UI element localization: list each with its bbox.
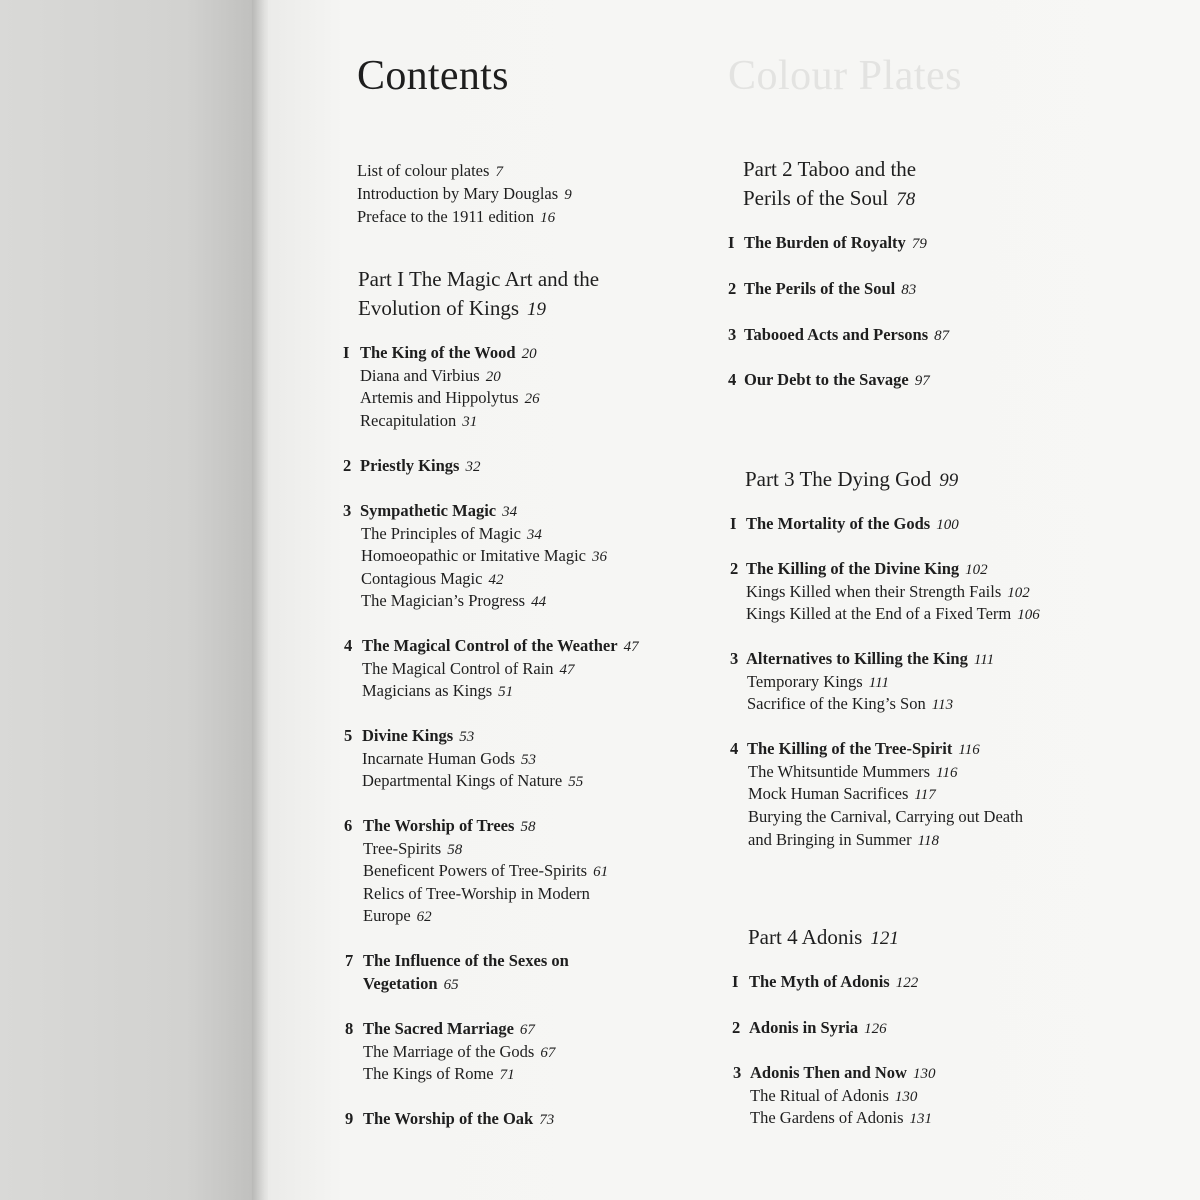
chapter-entry	[730, 738, 980, 761]
chapter-number: 9	[345, 1109, 354, 1128]
page-number: 47	[623, 639, 639, 655]
page-number: 42	[488, 572, 504, 588]
section-entry	[362, 680, 513, 703]
section-title: The Ritual of Adonis	[750, 1086, 889, 1105]
page-number: 58	[447, 842, 463, 858]
section-entry	[748, 806, 1023, 828]
section-title: Magicians as Kings	[362, 681, 493, 700]
chapter-entry	[344, 725, 474, 748]
part-heading-text: Perils of the Soul	[743, 186, 889, 210]
page-number: 106	[1017, 607, 1040, 623]
part-heading-line2	[743, 183, 915, 215]
page-number: 73	[539, 1112, 555, 1128]
chapter-title: Divine Kings	[362, 726, 454, 745]
chapter-entry	[733, 1062, 935, 1085]
chapter-title: The Myth of Adonis	[749, 972, 890, 991]
chapter-number: 6	[344, 816, 353, 835]
page-number: 16	[540, 210, 556, 226]
part-heading	[745, 464, 958, 496]
chapter-title: Alternatives to Killing the King	[746, 649, 968, 668]
page-number: 53	[459, 729, 475, 745]
chapter-number: 3	[730, 649, 739, 668]
section-title: Homoeopathic or Imitative Magic	[361, 546, 586, 565]
chapter-number: 4	[728, 370, 737, 389]
section-entry	[363, 883, 590, 905]
chapter-number: 2	[343, 456, 352, 475]
section-entry	[360, 410, 477, 433]
chapter-entry	[730, 513, 959, 536]
page-number: 116	[958, 742, 980, 758]
page-number: 130	[912, 1066, 936, 1082]
chapter-title: Adonis in Syria	[749, 1018, 859, 1037]
page-number: 116	[936, 765, 958, 781]
chapter-entry	[732, 971, 918, 994]
page-number: 34	[502, 504, 518, 520]
chapter-entry	[728, 278, 916, 301]
chapter-entry	[728, 369, 930, 392]
page-number: 131	[909, 1111, 933, 1127]
chapter-entry	[344, 815, 535, 838]
section-entry	[361, 590, 546, 613]
page-number: 87	[934, 328, 950, 344]
page-number: 47	[559, 662, 575, 678]
page-number: 61	[593, 864, 609, 880]
section-entry	[750, 1107, 932, 1130]
section-title: Beneficent Powers of Tree-Spirits	[363, 861, 588, 880]
part-heading-text: Part 4 Adonis	[748, 925, 863, 949]
section-entry	[746, 581, 1030, 604]
chapter-entry	[344, 635, 639, 658]
chapter-title: The Killing of the Tree-Spirit	[747, 739, 953, 758]
section-title: and Bringing in Summer	[748, 830, 912, 849]
entry-label: Introduction by Mary Douglas	[357, 184, 559, 203]
section-entry	[748, 783, 936, 806]
chapter-title: Vegetation	[363, 974, 438, 993]
section-entry	[363, 838, 462, 861]
page-number: 122	[895, 975, 919, 991]
facing-page	[0, 0, 265, 1200]
chapter-number: I	[732, 972, 739, 991]
chapter-entry	[728, 324, 949, 347]
section-title: Recapitulation	[360, 411, 457, 430]
chapter-number: 2	[730, 559, 739, 578]
part-heading	[748, 922, 899, 954]
page-number: 99	[939, 470, 959, 491]
chapter-title: The Killing of the Divine King	[746, 559, 960, 578]
section-entry	[363, 1063, 515, 1086]
page-number: 78	[896, 189, 916, 210]
entry-label: List of colour plates	[357, 161, 490, 180]
section-entry	[363, 905, 432, 928]
chapter-entry	[732, 1017, 887, 1040]
page-number: 26	[524, 391, 540, 407]
chapter-title: The Burden of Royalty	[744, 233, 906, 252]
chapter-number: I	[728, 233, 735, 252]
chapter-entry	[343, 342, 537, 365]
page-number: 9	[564, 187, 572, 203]
page-number: 20	[485, 369, 501, 385]
chapter-title: The Mortality of the Gods	[746, 514, 931, 533]
chapter-title: The Perils of the Soul	[744, 279, 896, 298]
section-entry	[748, 761, 957, 784]
chapter-number: 2	[728, 279, 737, 298]
chapter-number: I	[730, 514, 737, 533]
part-heading: Part I The Magic Art and the	[358, 267, 600, 291]
chapter-entry	[343, 500, 517, 523]
section-title: Kings Killed when their Strength Fails	[746, 582, 1002, 601]
part-heading-line2	[358, 293, 546, 325]
section-title: Burying the Carnival, Carrying out Death	[748, 807, 1023, 826]
section-entry	[750, 1085, 917, 1108]
chapter-entry	[345, 1018, 535, 1041]
section-title: The Magical Control of Rain	[362, 659, 554, 678]
page-number: 55	[568, 774, 584, 790]
bleed-through-text: Colour Plates	[728, 53, 962, 99]
section-entry	[363, 860, 608, 883]
chapter-entry	[345, 950, 569, 972]
page-number: 51	[498, 684, 514, 700]
chapter-number: 8	[345, 1019, 354, 1038]
section-title: Mock Human Sacrifices	[748, 784, 909, 803]
page-number: 20	[521, 346, 537, 362]
section-entry	[748, 829, 939, 852]
page-number: 118	[917, 833, 940, 849]
page-number: 7	[495, 164, 503, 180]
section-entry	[361, 523, 542, 546]
page-number: 62	[416, 909, 432, 925]
section-title: Incarnate Human Gods	[362, 749, 516, 768]
section-title: Temporary Kings	[747, 672, 863, 691]
chapter-entry	[730, 648, 994, 671]
page-number: 83	[901, 282, 917, 298]
front-matter-item	[357, 206, 555, 229]
chapter-number: 3	[733, 1063, 742, 1082]
section-title: Relics of Tree-Worship in Modern	[363, 884, 590, 903]
chapter-number: 7	[345, 951, 354, 970]
chapter-title: The Sacred Marriage	[363, 1019, 514, 1038]
page-title: Contents	[357, 53, 509, 99]
front-matter-item	[357, 160, 503, 183]
chapter-title: Sympathetic Magic	[360, 501, 497, 520]
section-entry	[361, 568, 503, 591]
chapter-title: The Worship of the Oak	[363, 1109, 534, 1128]
chapter-number: 3	[343, 501, 352, 520]
chapter-title: The King of the Wood	[360, 343, 516, 362]
entry-label: Preface to the 1911 edition	[357, 207, 535, 226]
part-heading-text: Evolution of Kings	[358, 296, 519, 320]
section-title: The Principles of Magic	[361, 524, 521, 543]
section-entry	[747, 693, 953, 716]
page-number: 34	[526, 527, 542, 543]
chapter-number: 2	[732, 1018, 741, 1037]
section-title: Artemis and Hippolytus	[360, 388, 519, 407]
chapter-number: 4	[344, 636, 353, 655]
section-title: Departmental Kings of Nature	[362, 771, 563, 790]
section-entry	[362, 770, 583, 793]
page-number: 79	[911, 236, 927, 252]
chapter-title: Adonis Then and Now	[750, 1063, 907, 1082]
section-title: Europe	[363, 906, 411, 925]
page-number: 113	[931, 697, 954, 713]
page-number: 102	[965, 562, 988, 578]
section-entry	[747, 671, 889, 694]
chapter-title: The Influence of the Sexes on	[363, 951, 569, 970]
page-number: 32	[465, 459, 481, 475]
section-title: Sacrifice of the King’s Son	[747, 694, 926, 713]
section-entry	[363, 1041, 555, 1064]
chapter-entry	[343, 455, 480, 478]
section-entry	[360, 365, 501, 388]
chapter-entry	[345, 1108, 554, 1131]
chapter-entry	[728, 232, 927, 255]
section-title: The Gardens of Adonis	[750, 1108, 904, 1127]
page-number: 36	[591, 549, 607, 565]
page-number: 111	[868, 675, 889, 691]
page-number: 130	[894, 1089, 918, 1105]
section-entry	[362, 658, 575, 681]
section-title: The Kings of Rome	[363, 1064, 494, 1083]
page-number: 19	[527, 299, 546, 320]
chapter-number: 4	[730, 739, 739, 758]
chapter-title: Our Debt to the Savage	[744, 370, 909, 389]
page-number: 117	[914, 787, 936, 803]
section-title: The Whitsuntide Mummers	[748, 762, 931, 781]
chapter-title: The Worship of Trees	[363, 816, 515, 835]
page-number: 126	[864, 1021, 887, 1037]
page-number: 100	[936, 517, 959, 533]
chapter-number: 3	[728, 325, 737, 344]
page-number: 111	[973, 652, 995, 668]
page-number: 44	[531, 594, 547, 610]
section-title: Contagious Magic	[361, 569, 483, 588]
page-number: 71	[499, 1067, 515, 1083]
section-entry	[746, 603, 1040, 626]
page-number: 53	[521, 752, 537, 768]
section-title: The Marriage of the Gods	[363, 1042, 535, 1061]
section-title: Tree-Spirits	[363, 839, 442, 858]
chapter-title-continued	[363, 973, 459, 996]
page-number: 121	[870, 928, 899, 949]
page-number: 97	[914, 373, 930, 389]
chapter-entry	[730, 558, 988, 581]
chapter-title: Tabooed Acts and Persons	[744, 325, 929, 344]
page-number: 58	[520, 819, 536, 835]
page-number: 65	[443, 977, 459, 993]
page-number: 67	[540, 1045, 556, 1061]
chapter-title: Priestly Kings	[360, 456, 460, 475]
part-heading-text: Part 3 The Dying God	[745, 467, 932, 491]
chapter-number: I	[343, 343, 350, 362]
chapter-number: 5	[344, 726, 353, 745]
chapter-title: The Magical Control of the Weather	[362, 636, 618, 655]
section-entry	[360, 387, 540, 410]
part-heading: Part 2 Taboo and the	[743, 157, 917, 181]
section-title: Diana and Virbius	[360, 366, 480, 385]
page-number: 67	[519, 1022, 535, 1038]
page-number: 31	[462, 414, 478, 430]
section-title: The Magician’s Progress	[361, 591, 526, 610]
section-title: Kings Killed at the End of a Fixed Term	[746, 604, 1012, 623]
front-matter-item	[357, 183, 572, 206]
section-entry	[361, 545, 607, 568]
page-number: 102	[1007, 585, 1030, 601]
section-entry	[362, 748, 536, 771]
